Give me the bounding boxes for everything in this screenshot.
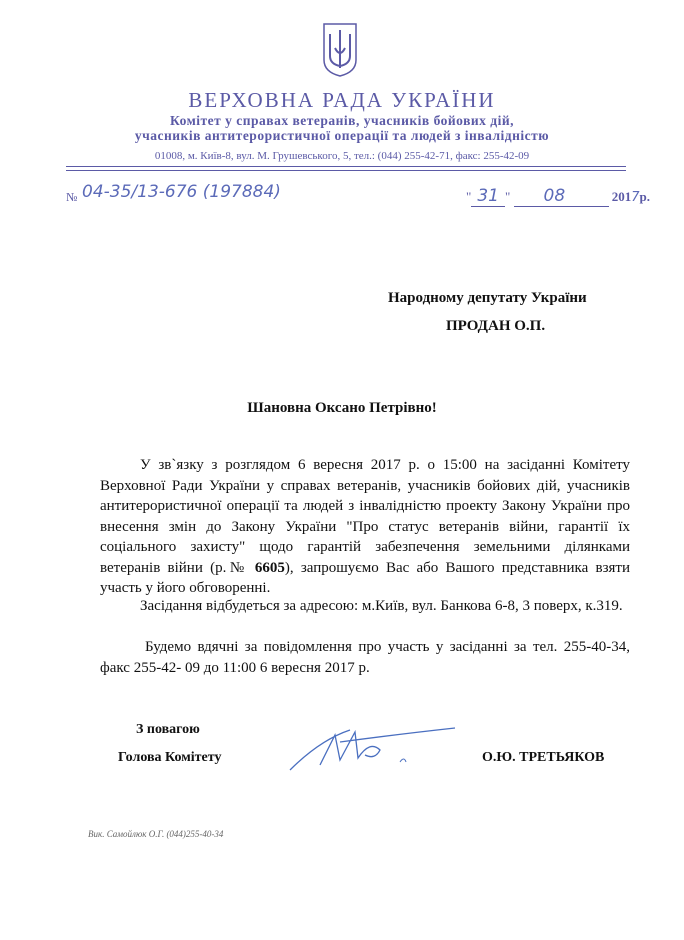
committee-name-line2: учасників антитерористичної операції та людей з інвалідністю [134, 128, 550, 143]
date-year-suffix: 7 [631, 190, 640, 205]
executor-note: Вик. Самойлюк О.Г. (044)255-40-34 [88, 829, 224, 839]
body-paragraph-3: Будемо вдячні за повідомлення про участь у засіданні за тел. 255-40-34, факс 255-42- 09 до 11:00 6 вересня 2017 р. [100, 639, 630, 676]
paragraph-text: ), запрошуємо Вас або Вашого представника взяти участь у його обговоренні. [100, 559, 630, 596]
date-day: 31 [471, 186, 505, 207]
body-paragraph-2: Засідання відбудеться за адресою: м.Київ, вул. Банкова 6-8, 3 поверх, к.319. [140, 598, 623, 614]
date-year-end: р. [639, 189, 651, 204]
recipient-name: ПРОДАН О.П. [446, 318, 546, 334]
document-number: 04-35/13-676 (197884) [82, 182, 281, 202]
document-date: " 31 " 08 2017р. [466, 186, 651, 206]
committee-address: 01008, м. Київ-8, вул. М. Грушевського, 5, тел.: (044) 255-42-71, факс: 255-42-09 [154, 150, 530, 162]
bill-number: 6605 [254, 559, 285, 576]
committee-name-line1: Комітет у справах ветеранів, учасників бойових дій, [169, 113, 515, 128]
recipient-title: Народному депутату України [388, 290, 587, 306]
signature-icon [280, 720, 460, 780]
header-divider [66, 170, 626, 171]
trident-emblem-icon [322, 22, 358, 78]
greeting: Шановна Оксано Петрівно! [247, 400, 437, 416]
body-paragraph-1 [100, 455, 630, 599]
signer-name: О.Ю. ТРЕТЬЯКОВ [482, 750, 605, 765]
header-divider [66, 166, 626, 167]
organization-name: ВЕРХОВНА РАДА УКРАЇНИ [188, 88, 496, 112]
paragraph-text: У зв`язку з розглядом 6 вересня 2017 р. о 15:00 на засіданні Комітету Верховної Ради України у справах ветеранів, учасників бойових дій, учасників антитерористичної операції та людей з інвалідністю проекту Закону України про внесення змін до Закону України "Про статус ветеранів війни, гарантії їх соціального захисту" щодо гарантій забезпечення земельними ділянками ветеранів війни (р.№ [100, 457, 630, 576]
date-year-prefix: 201 [611, 189, 632, 204]
date-month: 08 [514, 186, 609, 207]
signer-position: Голова Комітету [118, 750, 222, 765]
closing-regards: З повагою [136, 722, 200, 737]
number-label: № [66, 190, 78, 204]
